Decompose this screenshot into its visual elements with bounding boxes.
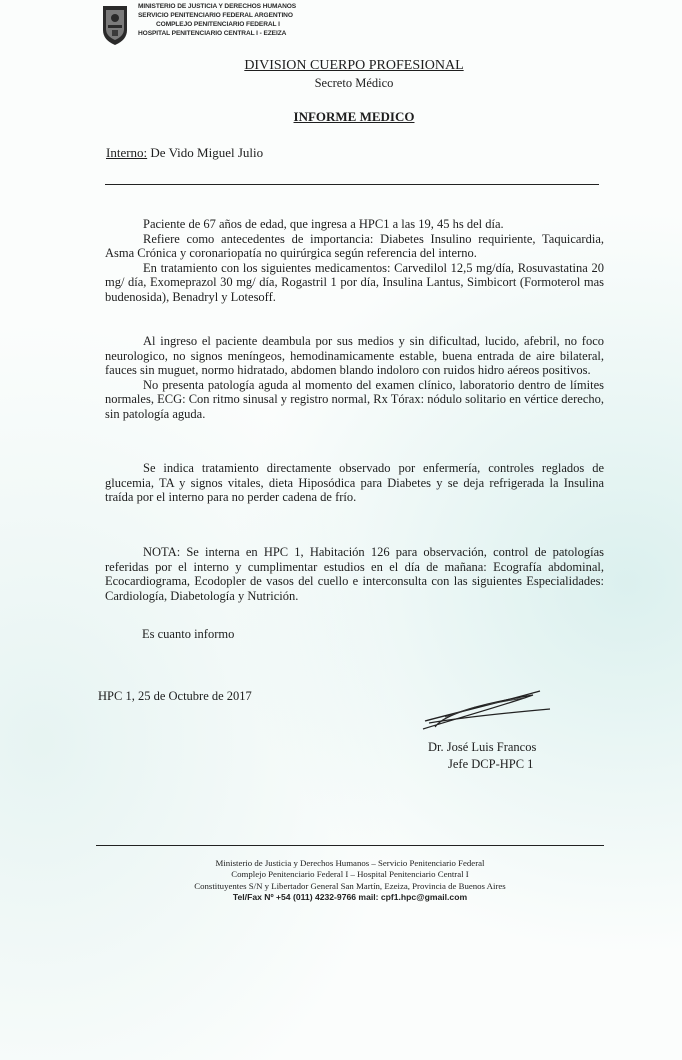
closing-text: Es cuanto informo bbox=[142, 627, 235, 641]
note-block bbox=[105, 545, 604, 603]
report-title: INFORME MEDICO bbox=[293, 109, 415, 124]
patient-label: Interno: bbox=[106, 145, 148, 160]
paragraph-physical-exam: Al ingreso el paciente deambula por sus medios y sin dificultad, lucido, afebril, no foco neurologico, no signos meníngeos, hemodinamicamente estable, buena entrada de aire bilateral, fauces sin muguet, normo hidratado, abdomen blando indoloro con ruidos hidro aéreos positivos. bbox=[105, 334, 604, 378]
header-line: SERVICIO PENITENCIARIO FEDERAL ARGENTINO bbox=[138, 12, 293, 19]
handwritten-signature bbox=[415, 683, 555, 735]
signer-name: Dr. José Luis Francos bbox=[428, 740, 537, 754]
subdivision-title: Secreto Médico bbox=[314, 76, 394, 90]
header-line: COMPLEJO PENITENCIARIO FEDERAL I bbox=[156, 21, 280, 28]
header-line: MINISTERIO DE JUSTICIA Y DERECHOS HUMANOS bbox=[138, 3, 297, 10]
examination-block bbox=[105, 334, 604, 422]
header-divider bbox=[105, 184, 599, 185]
paragraph-history: Refiere como antecedentes de importancia: Diabetes Insulino requiriente, Taquicardia, Asma Crónica y coronariopatía no quirúrgica según referencia del interno. bbox=[105, 231, 604, 261]
paragraph-admission: Paciente de 67 años de edad, que ingresa a HPC1 a las 19, 45 hs del día. bbox=[143, 217, 504, 231]
coat-of-arms-logo bbox=[100, 4, 130, 46]
treatment-block bbox=[105, 461, 604, 505]
paragraph-note: NOTA: Se interna en HPC 1, Habitación 126 para observación, control de patologías referidas por el interno y cumplimentar estudios en el día de mañana: Ecografía abdominal, Ecocardiograma, Ecodopler de vasos del cuello e interconsulta con las siguientes Especialidades: Cardiología, Diabetología y Nutrición. bbox=[105, 545, 604, 603]
patient-name: De Vido Miguel Julio bbox=[150, 145, 264, 160]
signer-block bbox=[428, 739, 536, 773]
signer-position: Jefe DCP-HPC 1 bbox=[448, 757, 534, 771]
footer-line: Complejo Penitenciario Federal I – Hospital Penitenciario Central I bbox=[231, 869, 469, 880]
division-title: DIVISION CUERPO PROFESIONAL bbox=[244, 58, 464, 73]
paragraph-treatment: Se indica tratamiento directamente observado por enfermería, controles reglados de glucemia, TA y signos vitales, dieta Hiposódica para Diabetes y se deja refrigerada la Insulina traída por el interno para no perder cadena de frío. bbox=[105, 461, 604, 505]
footer-line: Ministerio de Justicia y Derechos Humanos – Servicio Penitenciario Federal bbox=[215, 858, 485, 868]
institution-header bbox=[138, 2, 338, 38]
header-line: HOSPITAL PENITENCIARIO CENTRAL I - EZEIZA bbox=[138, 30, 287, 37]
admission-block bbox=[105, 217, 604, 305]
footer-contact: Tel/Fax Nº +54 (011) 4232-9766 mail: cpf1.hpc@gmail.com bbox=[232, 892, 468, 903]
footer-divider bbox=[96, 845, 604, 846]
paragraph-medication: En tratamiento con los siguientes medicamentos: Carvedilol 12,5 mg/día, Rosuvastatina 20 mg/ día, Exomeprazol 30 mg/ día, Rogastril 1 por día, Insulina Lantus, Simbicort (Formoterol mas budenosida), Benadryl y Lotesoff. bbox=[105, 260, 604, 304]
patient-line bbox=[106, 145, 263, 161]
footer-line: Constituyentes S/N y Libertador General San Martín, Ezeiza, Provincia de Buenos Aires bbox=[194, 880, 506, 891]
paragraph-findings: No presenta patología aguda al momento del examen clínico, laboratorio dentro de límites normales, ECG: Con ritmo sinusal y registro normal, Rx Tórax: nódulo solitario en vértice derecho, sin patología aguda. bbox=[105, 377, 604, 421]
place-date: HPC 1, 25 de Octubre de 2017 bbox=[98, 689, 252, 703]
footer bbox=[96, 858, 604, 904]
